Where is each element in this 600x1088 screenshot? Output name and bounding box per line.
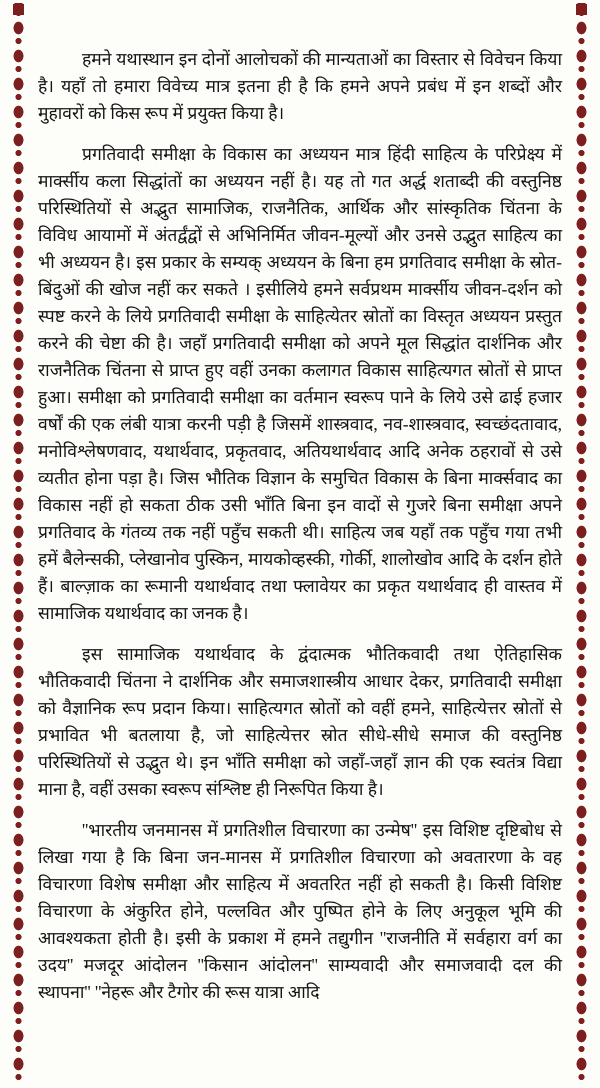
right-ornament-border [573,3,590,1085]
corner-ornament-right [576,4,587,15]
left-ornament-border [10,3,27,1085]
paragraph: ''भारतीय जनमानस में प्रगतिशील विचारणा का उन्मेष'' इस विशिष्ट दृष्टिबोध से लिखा गया है कि बिना जन-मानस में प्रगतिशील विचारणा को अवतारणा के वह विचारणा विशेष समीक्षा और साहित्य में अवतरित नहीं हो सकती है। किसी विशिष्ट विचारणा के अंकुरित होने, पल्लवित और पुष्पित होने के लिए अनुकूल भूमि की आवश्यकता होती है। इसी के प्रकाश में हमने तद्युगीन ''राजनीति में सर्वहारा वर्ग का उदय'' मजदूर आंदोलन ''किसान आंदोलन'' साम्यवादी और समाजवादी दल की स्थापना'' ''नेहरू और टैगोर की रूस यात्रा आदि [38,820,562,1002]
paragraph: इस सामाजिक यथार्थवाद के द्वंदात्मक भौतिकवादी तथा ऐतिहासिक भौतिकवादी चिंतना ने दार्शनिक और समाजशास्त्रीय आधार देकर, प्रगतिवादी समीक्षा को वैज्ञानिक रूप प्रदान किया। साहित्यगत स्रोतों को वहीं हमने, साहित्येत्तर स्रोतों से प्रभावित भी बतलाया है, जो साहित्येत्तर स्रोत सीधे-सीधे समाज की वस्तुनिष्ठ परिस्थितियों से उद्भुत थे। इन भाँति समीक्षा को जहाँ-जहाँ ज्ञान की एक स्वतंत्र विद्या माना है, वहीं उसका स्वरूप संश्लिष्ट ही निरूपित किया है। [38,644,562,799]
paragraph: हमने यथास्थान इन दोनों आलोचकों की मान्यताओं का विस्तार से विवेचन किया है। यहाँ तो हमारा विवेच्य मात्र इतना ही है कि हमने अपने प्रबंध में इन शब्दों और मुहावरों को किस रूप में प्रयुक्त किया है। [38,49,562,123]
page-text-block [38,46,562,1020]
paragraph: प्रगतिवादी समीक्षा के विकास का अध्ययन मात्र हिंदी साहित्य के परिप्रेक्ष्य में मार्क्सीय कला सिद्धांतों का अध्ययन नहीं है। यह तो गत अर्द्ध शताब्दी की वस्तुनिष्ठ परिस्थितियों से अद्भुत सामाजिक, राजनैतिक, आर्थिक और सांस्कृतिक चिंतना के विविध आयामों में अंतर्द्वंद्वों से अभिनिर्मित जीवन-मूल्यों और उनसे उद्भुत साहित्य का भी अध्ययन है। इस प्रकार के सम्यक् अध्ययन के बिना हम प्रगतिवाद समीक्षा के स्रोत-बिंदुओं की खोज नहीं कर सकते । इसीलिये हमने सर्वप्रथम मार्क्सीय जीवन-दर्शन को स्पष्ट करने के लिये प्रगतिवादी समीक्षा के साहित्येतर स्रोतों का विस्तृत अध्ययन प्रस्तुत करने की चेष्टा की है। जहाँ प्रगतिवादी समीक्षा को अपने मूल सिद्धांत दार्शनिक और राजनैतिक चिंतना से प्राप्त हुए वहीं उनका कलागत विकास साहित्यगत स्रोतों से प्राप्त हुआ। समीक्षा को प्रगतिवादी समीक्षा का वर्तमान स्वरूप पाने के लिये उसे ढाई हजार वर्षों की एक लंबी यात्रा करनी पड़ी है जिसमें शास्त्रवाद, नव-शास्त्रवाद, स्वच्छंदतावाद, मनोविश्लेषणवाद, यथार्थवाद, प्रकृतवाद, अतियथार्थवाद आदि अनेक ठहरावों से उसे व्यतीत होना पड़ा है। जिस भौतिक विज्ञान के समुचित विकास के बिना मार्क्सवाद का विकास नहीं हो सकता ठीक उसी भाँति बिना इन वादों से गुजरे बिना समीक्षा अपने प्रगतिवाद के गंतव्य तक नहीं पहुँच सकती थी। साहित्य जब यहाँ तक पहुँच गया तभी हमें बैलेन्सकी, प्लेखानोव पुस्किन, मायकोव्हस्की, गोर्की, शालोखोव आदि के दर्शन होते हैं। बाल्ज़ाक का रूमानी यथार्थवाद तथा फ्लावेयर का प्रकृत यथार्थवाद ही वास्तव में सामाजिक यथार्थवाद का जनक है। [38,144,562,623]
corner-ornament-left [13,4,24,15]
